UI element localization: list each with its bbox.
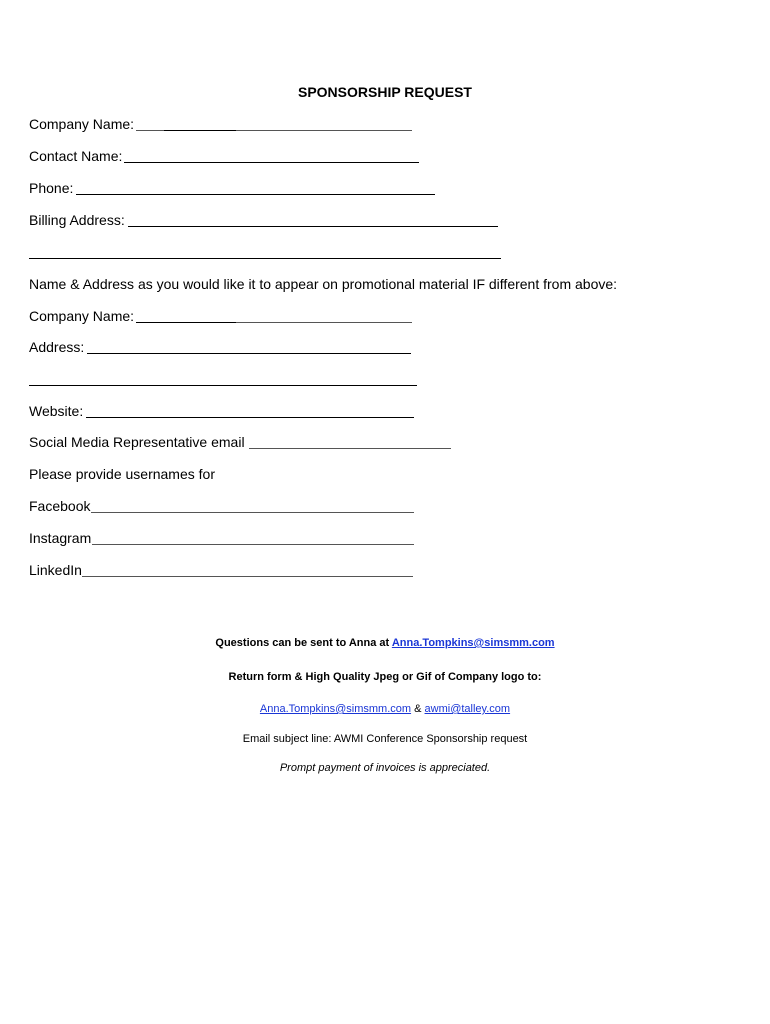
social-media-label: Social Media Representative email — [29, 434, 245, 450]
return-form-line: Return form & High Quality Jpeg or Gif of Company logo to: — [228, 671, 542, 683]
facebook-label: Facebook — [29, 498, 91, 514]
contact-name-label: Contact Name: — [29, 148, 123, 164]
questions-line — [0, 637, 770, 649]
form-title: SPONSORSHIP REQUEST — [297, 84, 472, 100]
company-name-label: Company Name: — [29, 116, 135, 132]
social-media-email-field[interactable] — [249, 448, 451, 449]
billing-address-label: Billing Address: — [29, 212, 125, 228]
promo-company-name-label: Company Name: — [29, 308, 135, 324]
questions-email-link[interactable]: Anna.Tompkins@simsmm.com — [391, 637, 555, 649]
address-label: Address: — [29, 339, 85, 355]
address-field-line-2[interactable] — [29, 385, 417, 386]
payment-note: Prompt payment of invoices is appreciated. — [279, 762, 491, 774]
phone-field[interactable] — [76, 194, 435, 195]
phone-label: Phone: — [29, 180, 74, 196]
promo-company-name-field-underline — [136, 322, 236, 323]
instagram-label: Instagram — [29, 530, 92, 546]
linkedin-label: LinkedIn — [29, 562, 82, 578]
return-email-1-link[interactable]: Anna.Tompkins@simsmm.com — [259, 703, 412, 715]
questions-text: Questions can be sent to Anna at — [215, 637, 390, 649]
return-emails-line — [0, 703, 770, 715]
usernames-prompt: Please provide usernames for — [29, 466, 215, 482]
linkedin-username-field[interactable] — [82, 576, 413, 577]
facebook-username-field[interactable] — [91, 512, 414, 513]
promo-instruction: Name & Address as you would like it to appear on promotional material IF different from above: — [29, 276, 618, 292]
billing-address-field-line-2[interactable] — [29, 258, 501, 259]
company-name-field-underline — [164, 130, 236, 131]
subject-line: Email subject line: AWMI Conference Sponsorship request — [242, 733, 528, 745]
return-email-2-link[interactable]: awmi@talley.com — [424, 703, 511, 715]
billing-address-field[interactable] — [128, 226, 498, 227]
address-field[interactable] — [87, 353, 411, 354]
instagram-username-field[interactable] — [92, 544, 414, 545]
website-label: Website: — [29, 403, 84, 419]
ampersand: & — [414, 703, 422, 715]
contact-name-field[interactable] — [124, 162, 419, 163]
website-field[interactable] — [86, 417, 414, 418]
